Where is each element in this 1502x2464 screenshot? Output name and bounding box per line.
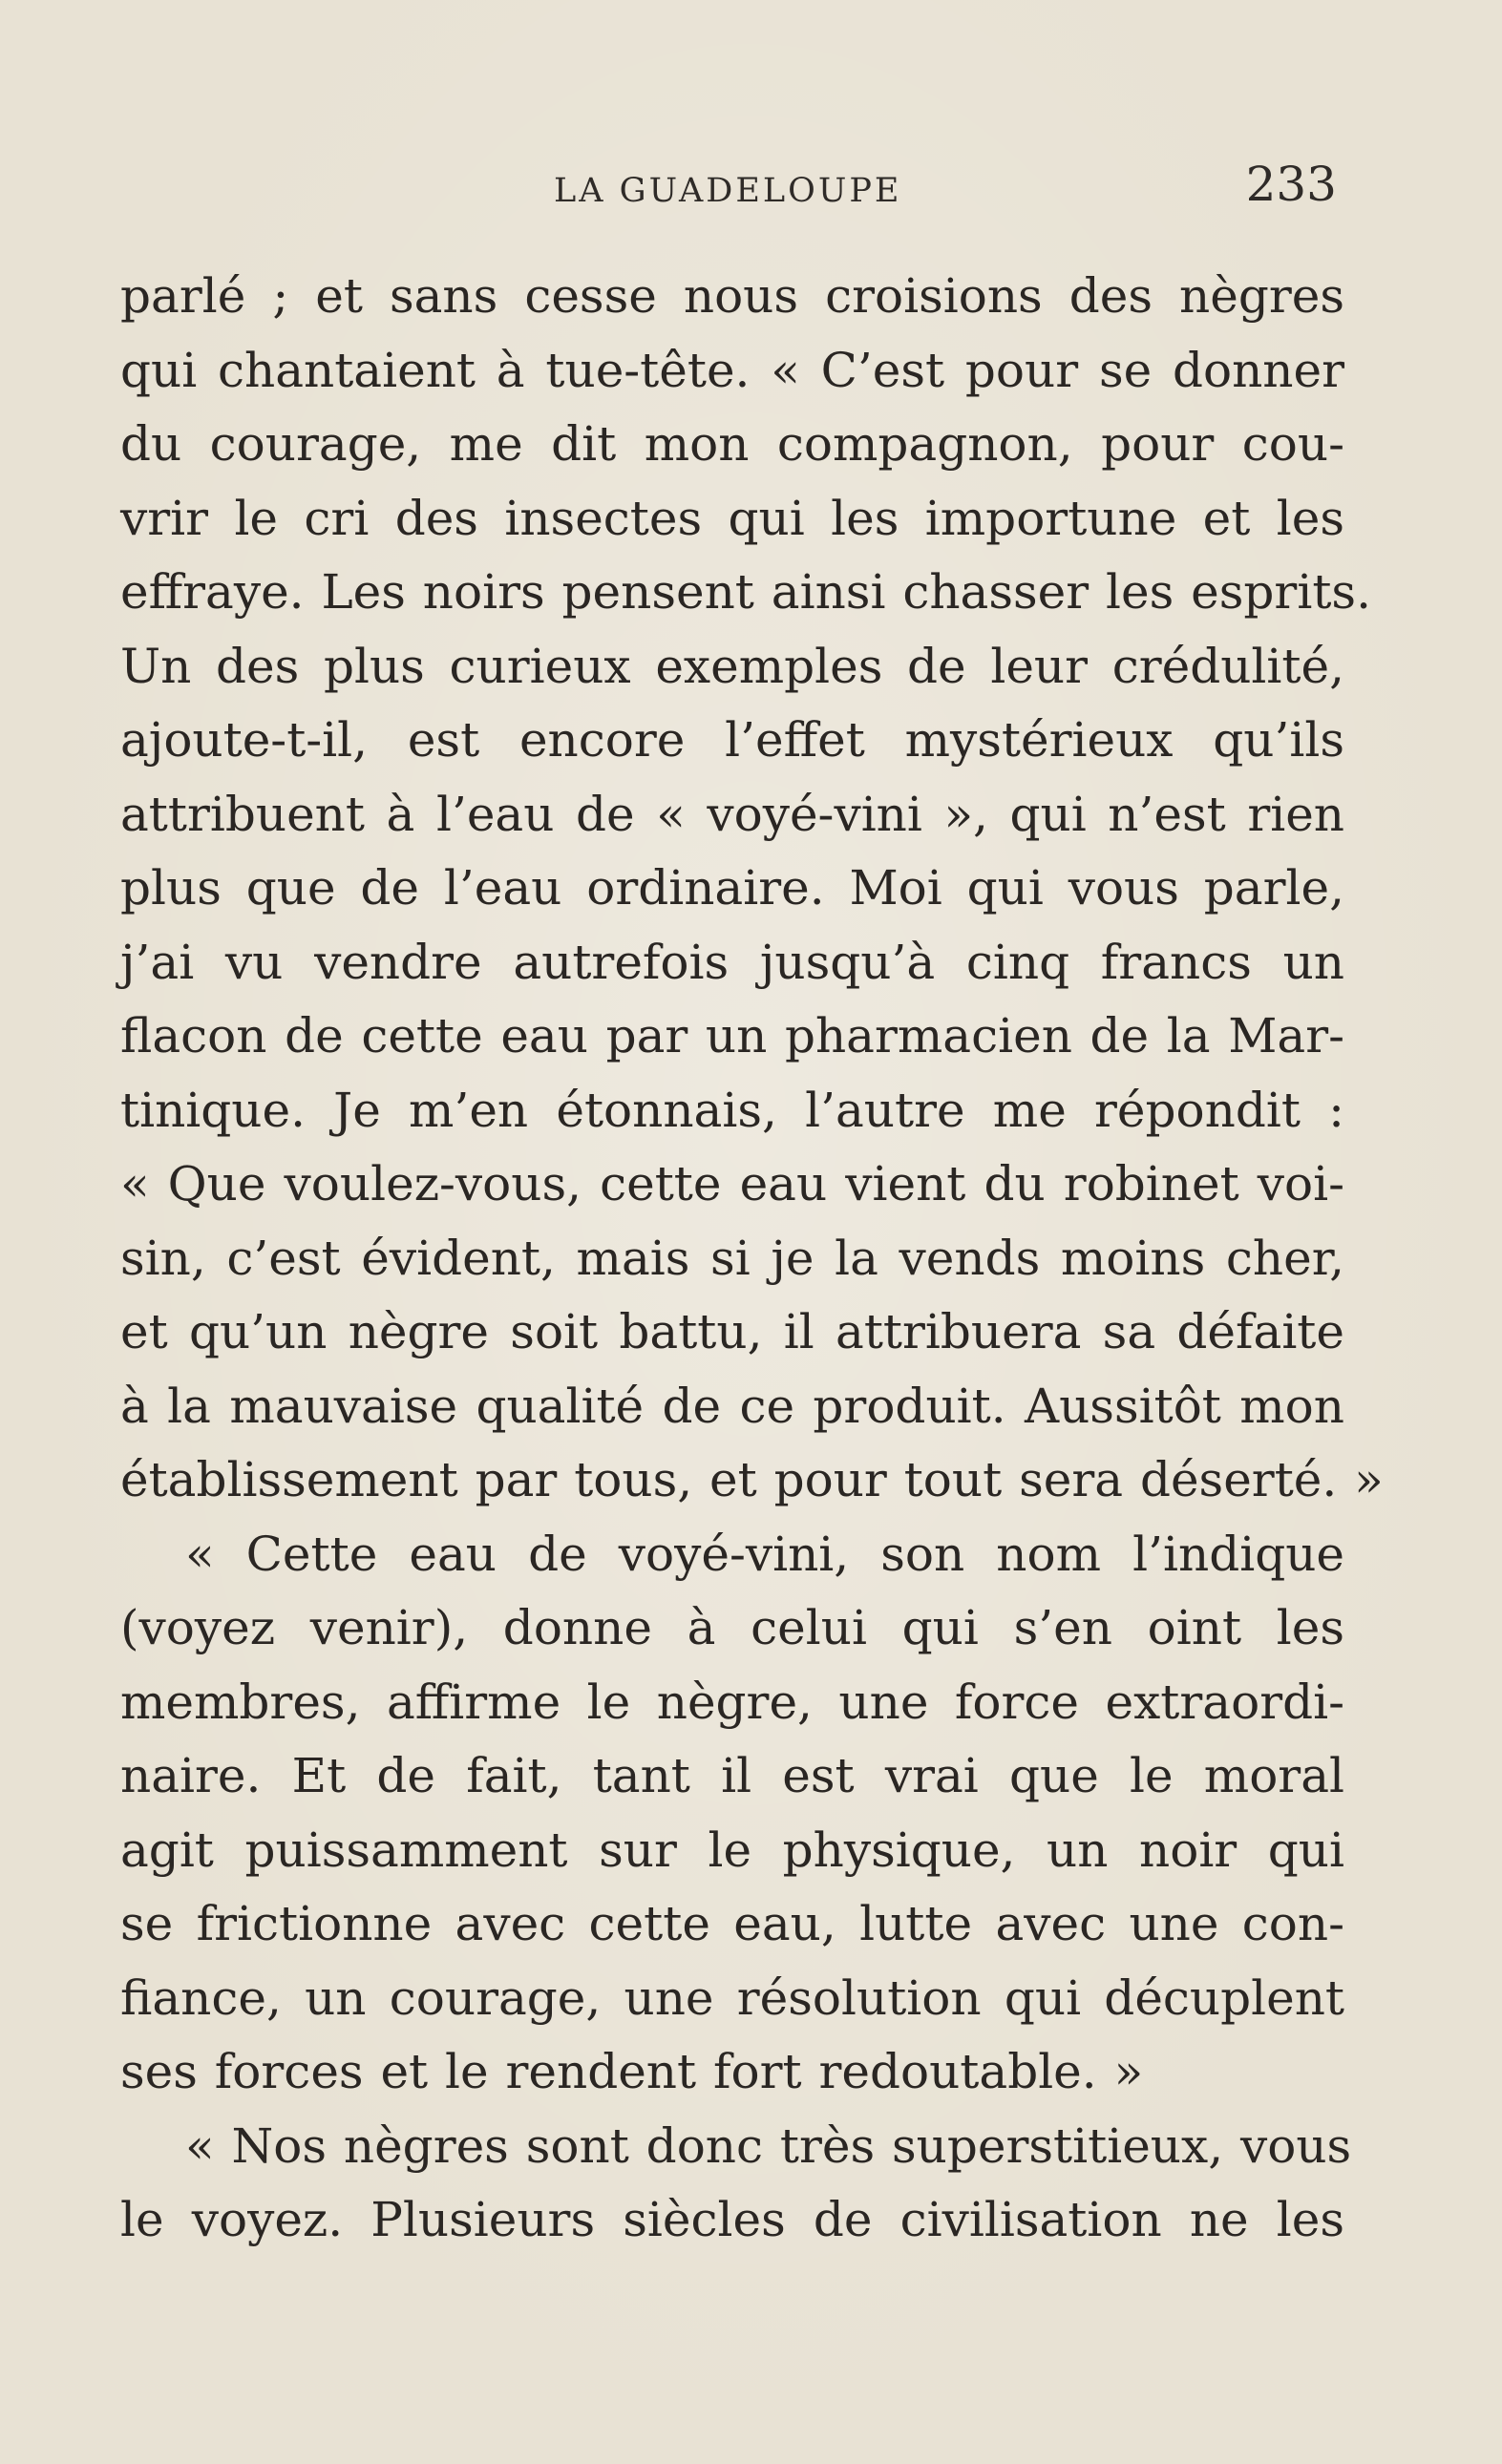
page-header: [122, 153, 1337, 220]
text-line: « Cette eau de voyé-vini, son nom l’indique: [185, 1526, 1344, 1582]
text-line: le voyez. Plusieurs siècles de civilisation ne les: [120, 2192, 1344, 2247]
text-line: j’ai vu vendre autrefois jusqu’à cinq francs un: [120, 934, 1344, 990]
text-line: effraye. Les noirs pensent ainsi chasser les esprits.: [120, 564, 1371, 620]
text-line: « Que voulez-vous, cette eau vient du robinet voi-: [120, 1156, 1344, 1211]
running-title: LA GUADELOUPE: [554, 172, 902, 210]
text-line: agit puissamment sur le physique, un noir qui: [120, 1822, 1344, 1878]
text-line: parlé ; et sans cesse nous croisions des nègres: [120, 268, 1344, 324]
text-line: (voyez venir), donne à celui qui s’en oint les: [120, 1600, 1344, 1655]
text-line: flacon de cette eau par un pharmacien de la Mar-: [120, 1008, 1344, 1064]
text-line: naire. Et de fait, tant il est vrai que le moral: [120, 1748, 1344, 1803]
text-line: membres, affirme le nègre, une force extraordi-: [120, 1674, 1344, 1730]
text-line: sin, c’est évident, mais si je la vends moins cher,: [120, 1230, 1344, 1286]
text-line: plus que de l’eau ordinaire. Moi qui vous parle,: [120, 860, 1344, 916]
text-line: établissement par tous, et pour tout sera déserté. »: [120, 1452, 1384, 1507]
text-line: ses forces et le rendent fort redoutable. »: [120, 2044, 1144, 2099]
text-line: à la mauvaise qualité de ce produit. Aussitôt mon: [120, 1378, 1344, 1434]
text-line: fiance, un courage, une résolution qui décuplent: [120, 1969, 1344, 2026]
body-text: [120, 260, 1384, 2258]
text-line: attribuent à l’eau de « voyé-vini », qui n’est rien: [120, 786, 1344, 842]
text-line: vrir le cri des insectes qui les importune et les: [120, 490, 1344, 546]
text-line: et qu’un nègre soit battu, il attribuera sa défaite: [120, 1304, 1344, 1359]
text-line: qui chantaient à tue-tête. « C’est pour se donner: [120, 342, 1344, 398]
text-line: « Nos nègres sont donc très superstitieux, vous: [185, 2117, 1352, 2174]
text-line: tinique. Je m’en étonnais, l’autre me répondit :: [120, 1082, 1344, 1138]
page-number: 233: [1245, 157, 1337, 212]
text-line: du courage, me dit mon compagnon, pour cou-: [120, 416, 1344, 472]
text-line: se frictionne avec cette eau, lutte avec une con-: [120, 1896, 1344, 1951]
text-line: Un des plus curieux exemples de leur crédulité,: [120, 638, 1344, 694]
text-line: ajoute-t-il, est encore l’effet mystérieux qu’ils: [120, 712, 1344, 768]
